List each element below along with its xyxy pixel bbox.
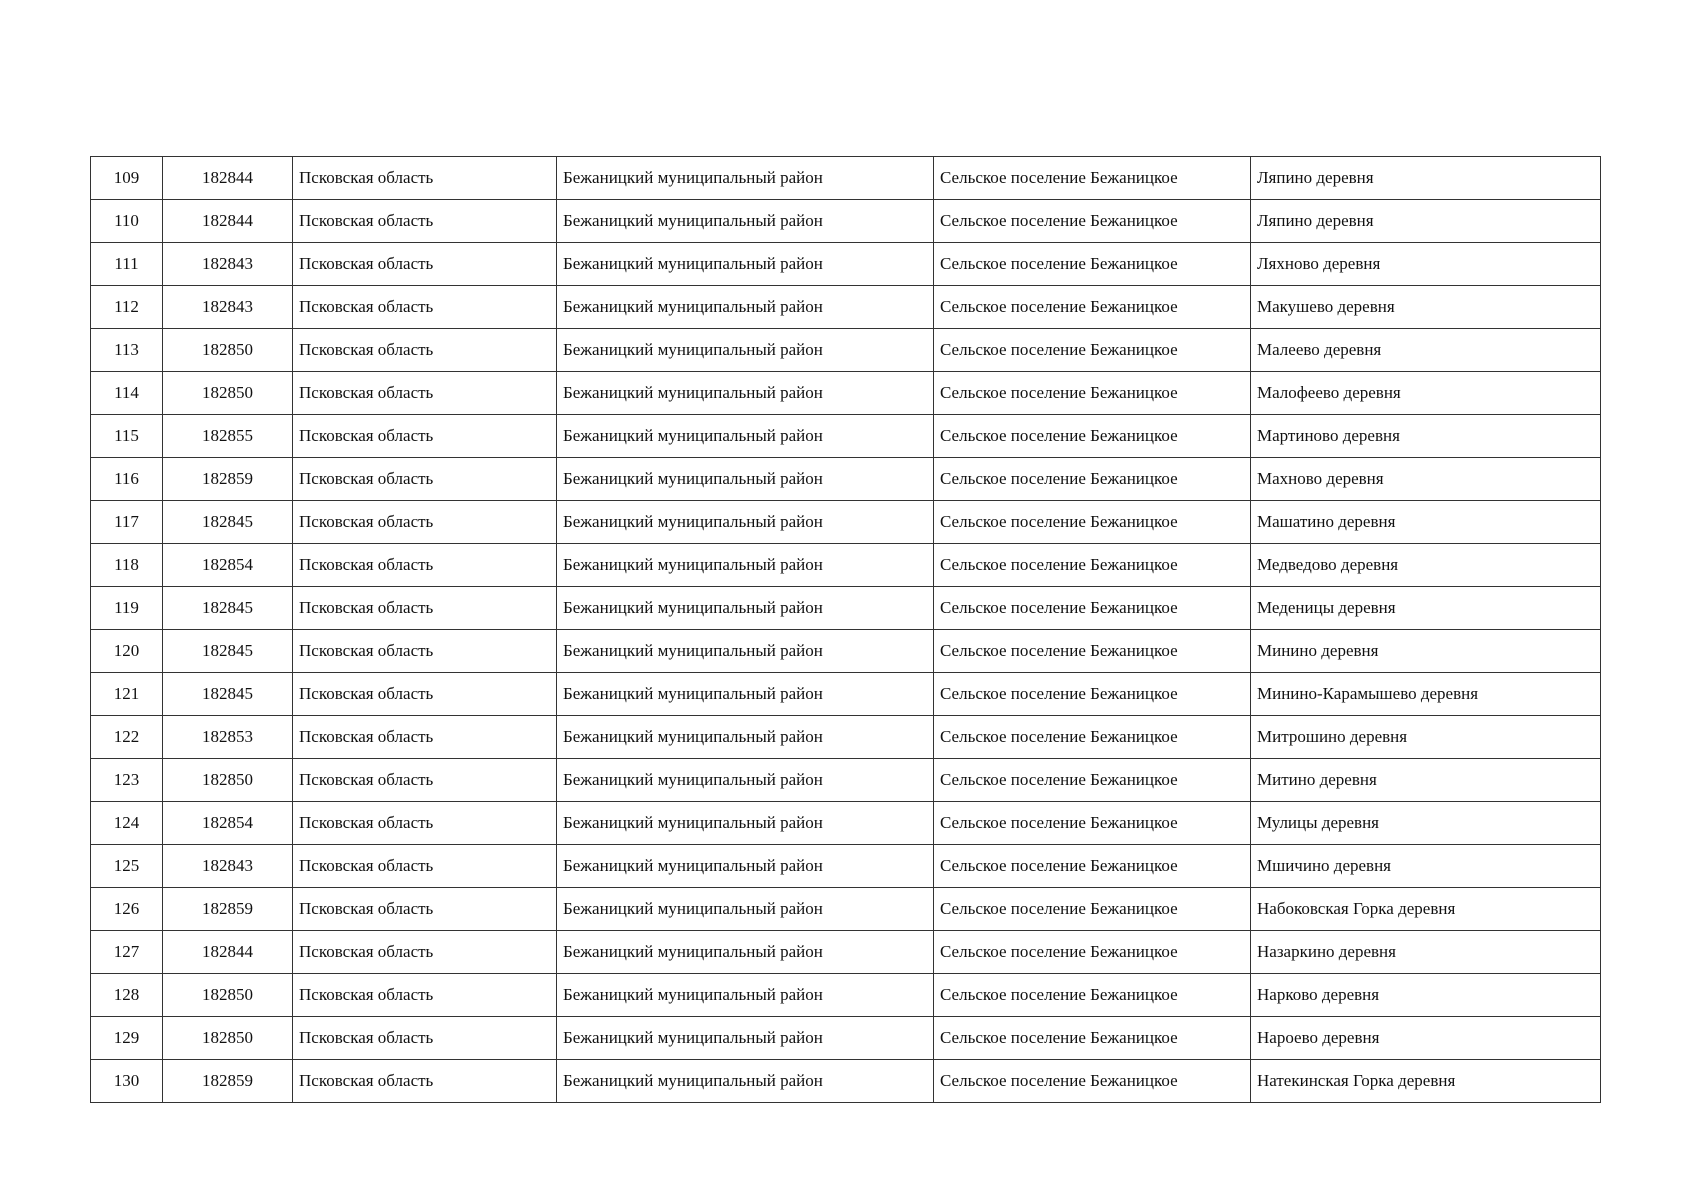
postal-code-cell: 182843 [163,243,293,286]
region-cell: Псковская область [293,673,557,716]
postal-code-cell: 182854 [163,802,293,845]
settlement-cell: Сельское поселение Бежаницкое [934,888,1251,931]
locality-cell: Минино-Карамышево деревня [1251,673,1601,716]
settlement-cell: Сельское поселение Бежаницкое [934,200,1251,243]
postal-code-cell: 182843 [163,845,293,888]
row-number-cell: 124 [91,802,163,845]
row-number-cell: 129 [91,1017,163,1060]
row-number-cell: 127 [91,931,163,974]
district-cell: Бежаницкий муниципальный район [557,544,934,587]
settlement-cell: Сельское поселение Бежаницкое [934,286,1251,329]
settlement-cell: Сельское поселение Бежаницкое [934,673,1251,716]
district-cell: Бежаницкий муниципальный район [557,243,934,286]
region-cell: Псковская область [293,716,557,759]
region-cell: Псковская область [293,587,557,630]
row-number-cell: 116 [91,458,163,501]
region-cell: Псковская область [293,974,557,1017]
row-number-cell: 123 [91,759,163,802]
region-cell: Псковская область [293,931,557,974]
district-cell: Бежаницкий муниципальный район [557,329,934,372]
district-cell: Бежаницкий муниципальный район [557,845,934,888]
locality-cell: Митрошино деревня [1251,716,1601,759]
row-number-cell: 119 [91,587,163,630]
table-row [91,974,1601,1017]
region-cell: Псковская область [293,544,557,587]
table-row [91,243,1601,286]
postal-code-cell: 182854 [163,544,293,587]
row-number-cell: 110 [91,200,163,243]
settlements-table [90,156,1601,1103]
row-number-cell: 121 [91,673,163,716]
postal-code-cell: 182844 [163,931,293,974]
settlement-cell: Сельское поселение Бежаницкое [934,931,1251,974]
region-cell: Псковская область [293,286,557,329]
region-cell: Псковская область [293,1060,557,1103]
table-row [91,931,1601,974]
locality-cell: Ляпино деревня [1251,200,1601,243]
row-number-cell: 114 [91,372,163,415]
locality-cell: Мулицы деревня [1251,802,1601,845]
district-cell: Бежаницкий муниципальный район [557,587,934,630]
district-cell: Бежаницкий муниципальный район [557,630,934,673]
region-cell: Псковская область [293,458,557,501]
postal-code-cell: 182850 [163,329,293,372]
table-row [91,630,1601,673]
region-cell: Псковская область [293,501,557,544]
postal-code-cell: 182844 [163,200,293,243]
postal-code-cell: 182859 [163,888,293,931]
postal-code-cell: 182853 [163,716,293,759]
row-number-cell: 118 [91,544,163,587]
district-cell: Бежаницкий муниципальный район [557,501,934,544]
region-cell: Псковская область [293,759,557,802]
district-cell: Бежаницкий муниципальный район [557,200,934,243]
settlement-cell: Сельское поселение Бежаницкое [934,501,1251,544]
region-cell: Псковская область [293,888,557,931]
settlement-cell: Сельское поселение Бежаницкое [934,243,1251,286]
table-row [91,458,1601,501]
table-row [91,587,1601,630]
settlement-cell: Сельское поселение Бежаницкое [934,544,1251,587]
row-number-cell: 130 [91,1060,163,1103]
settlement-cell: Сельское поселение Бежаницкое [934,415,1251,458]
region-cell: Псковская область [293,329,557,372]
district-cell: Бежаницкий муниципальный район [557,931,934,974]
postal-code-cell: 182859 [163,458,293,501]
row-number-cell: 112 [91,286,163,329]
region-cell: Псковская область [293,630,557,673]
settlement-cell: Сельское поселение Бежаницкое [934,458,1251,501]
settlement-cell: Сельское поселение Бежаницкое [934,372,1251,415]
district-cell: Бежаницкий муниципальный район [557,759,934,802]
region-cell: Псковская область [293,243,557,286]
row-number-cell: 111 [91,243,163,286]
district-cell: Бежаницкий муниципальный район [557,802,934,845]
region-cell: Псковская область [293,845,557,888]
postal-code-cell: 182850 [163,372,293,415]
postal-code-cell: 182843 [163,286,293,329]
row-number-cell: 115 [91,415,163,458]
district-cell: Бежаницкий муниципальный район [557,1060,934,1103]
postal-code-cell: 182845 [163,630,293,673]
table-row [91,286,1601,329]
row-number-cell: 120 [91,630,163,673]
region-cell: Псковская область [293,802,557,845]
district-cell: Бежаницкий муниципальный район [557,372,934,415]
postal-code-cell: 182850 [163,1017,293,1060]
district-cell: Бежаницкий муниципальный район [557,974,934,1017]
region-cell: Псковская область [293,372,557,415]
district-cell: Бежаницкий муниципальный район [557,286,934,329]
table-row [91,157,1601,200]
locality-cell: Малеево деревня [1251,329,1601,372]
table-row [91,673,1601,716]
postal-code-cell: 182855 [163,415,293,458]
locality-cell: Ляхново деревня [1251,243,1601,286]
table-row [91,759,1601,802]
table-row [91,415,1601,458]
locality-cell: Набоковская Горка деревня [1251,888,1601,931]
settlement-cell: Сельское поселение Бежаницкое [934,157,1251,200]
postal-code-cell: 182845 [163,501,293,544]
table-row [91,501,1601,544]
region-cell: Псковская область [293,157,557,200]
locality-cell: Ляпино деревня [1251,157,1601,200]
region-cell: Псковская область [293,200,557,243]
settlement-cell: Сельское поселение Бежаницкое [934,1017,1251,1060]
locality-cell: Мшичино деревня [1251,845,1601,888]
district-cell: Бежаницкий муниципальный район [557,716,934,759]
district-cell: Бежаницкий муниципальный район [557,888,934,931]
table-body [91,157,1601,1103]
locality-cell: Меденицы деревня [1251,587,1601,630]
district-cell: Бежаницкий муниципальный район [557,157,934,200]
locality-cell: Нароево деревня [1251,1017,1601,1060]
settlement-cell: Сельское поселение Бежаницкое [934,759,1251,802]
table-row [91,1017,1601,1060]
locality-cell: Назаркино деревня [1251,931,1601,974]
region-cell: Псковская область [293,415,557,458]
settlement-cell: Сельское поселение Бежаницкое [934,845,1251,888]
locality-cell: Минино деревня [1251,630,1601,673]
locality-cell: Машатино деревня [1251,501,1601,544]
postal-code-cell: 182850 [163,759,293,802]
settlement-cell: Сельское поселение Бежаницкое [934,630,1251,673]
locality-cell: Мартиново деревня [1251,415,1601,458]
table-row [91,888,1601,931]
table-row [91,1060,1601,1103]
postal-code-cell: 182844 [163,157,293,200]
table-row [91,716,1601,759]
locality-cell: Нарково деревня [1251,974,1601,1017]
locality-cell: Макушево деревня [1251,286,1601,329]
row-number-cell: 126 [91,888,163,931]
settlement-cell: Сельское поселение Бежаницкое [934,802,1251,845]
locality-cell: Медведово деревня [1251,544,1601,587]
table-row [91,544,1601,587]
row-number-cell: 117 [91,501,163,544]
row-number-cell: 125 [91,845,163,888]
row-number-cell: 122 [91,716,163,759]
table-row [91,329,1601,372]
document-page [90,156,1601,1103]
table-row [91,372,1601,415]
district-cell: Бежаницкий муниципальный район [557,415,934,458]
settlement-cell: Сельское поселение Бежаницкое [934,974,1251,1017]
district-cell: Бежаницкий муниципальный район [557,673,934,716]
district-cell: Бежаницкий муниципальный район [557,458,934,501]
locality-cell: Махново деревня [1251,458,1601,501]
settlement-cell: Сельское поселение Бежаницкое [934,329,1251,372]
settlement-cell: Сельское поселение Бежаницкое [934,1060,1251,1103]
postal-code-cell: 182845 [163,673,293,716]
settlement-cell: Сельское поселение Бежаницкое [934,587,1251,630]
postal-code-cell: 182859 [163,1060,293,1103]
row-number-cell: 128 [91,974,163,1017]
row-number-cell: 113 [91,329,163,372]
row-number-cell: 109 [91,157,163,200]
locality-cell: Малофеево деревня [1251,372,1601,415]
postal-code-cell: 182845 [163,587,293,630]
postal-code-cell: 182850 [163,974,293,1017]
settlement-cell: Сельское поселение Бежаницкое [934,716,1251,759]
district-cell: Бежаницкий муниципальный район [557,1017,934,1060]
region-cell: Псковская область [293,1017,557,1060]
locality-cell: Натекинская Горка деревня [1251,1060,1601,1103]
locality-cell: Митино деревня [1251,759,1601,802]
table-row [91,200,1601,243]
table-row [91,845,1601,888]
table-row [91,802,1601,845]
